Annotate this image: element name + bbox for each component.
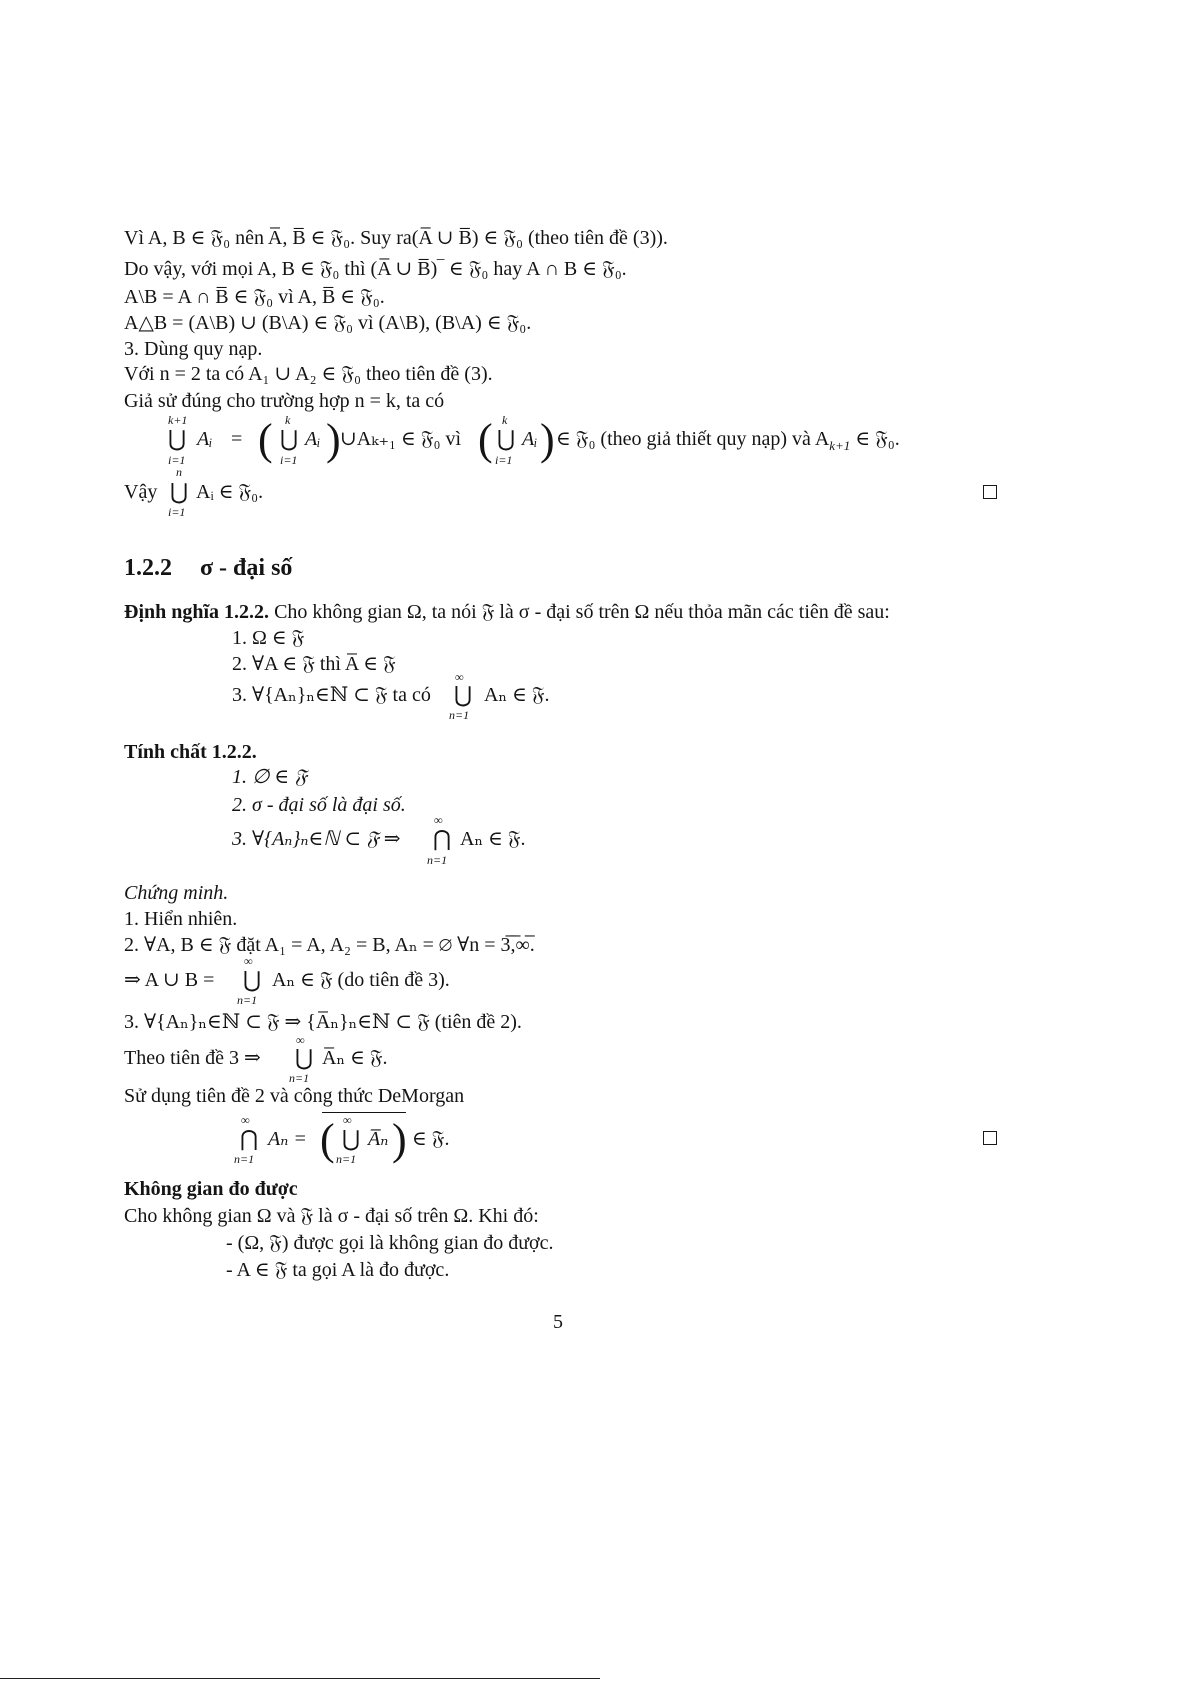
union-upper-inf: ∞ <box>455 670 464 684</box>
definition-item-2: 2. ∀A ∈ 𝔉 thì A̅ ∈ 𝔉 <box>232 653 396 675</box>
union-lower-i1: i=1 <box>168 453 186 467</box>
union-symbol: ⋃ <box>170 479 189 504</box>
left-paren: ( <box>320 1115 335 1164</box>
property-item-3-prefix: 3. ∀{Aₙ}ₙ∈ℕ ⊂ 𝔉 ⇒ <box>232 828 401 850</box>
property-label: Tính chất 1.2.2. <box>124 741 257 763</box>
union-upper-n: n <box>176 465 182 479</box>
proof-line-2: Do vậy, với mọi A, B ∈ 𝔉₀ thì (A̅ ∪ B̅)‾ ∈ 𝔉₀ hay A ∩ B ∈ 𝔉₀. <box>124 258 627 280</box>
left-paren: ( <box>258 415 273 464</box>
proof2-line-6: Sử dụng tiên đề 2 và công thức DeMorgan <box>124 1085 465 1107</box>
union-ak1-text: ∪Aₖ₊₁ ∈ 𝔉₀ vì <box>340 428 462 450</box>
definition-text: Cho không gian Ω, ta nói 𝔉 là σ - đại số trên Ω nếu thỏa mãn các tiên đề sau: <box>274 601 890 623</box>
union-upper-k: k <box>285 413 291 427</box>
proof-line-3: A\B = A ∩ B̅ ∈ 𝔉₀ vì A, B̅ ∈ 𝔉₀. <box>124 286 385 308</box>
union-lower-n1: n=1 <box>336 1152 357 1166</box>
page-number: 5 <box>553 1311 563 1333</box>
definition <box>124 600 890 624</box>
proof2-line-4: 3. ∀{Aₙ}ₙ∈ℕ ⊂ 𝔉 ⇒ {A̅ₙ}ₙ∈ℕ ⊂ 𝔉 (tiên đề 2). <box>124 1011 522 1033</box>
union-upper-inf: ∞ <box>244 954 253 968</box>
measurable-item-2: - A ∈ 𝔉 ta gọi A là đo được. <box>226 1259 450 1281</box>
term-ai: Aᵢ <box>197 428 213 450</box>
property-item-3-suffix: Aₙ ∈ 𝔉. <box>460 828 526 850</box>
right-paren: ) <box>540 415 555 464</box>
union-symbol: ⋃ <box>168 426 187 451</box>
intersection-symbol: ⋂ <box>240 1126 259 1151</box>
right-paren: ) <box>326 415 341 464</box>
measurable-heading: Không gian đo được <box>124 1178 298 1200</box>
union-symbol: ⋃ <box>295 1045 314 1070</box>
union-symbol: ⋃ <box>497 426 516 451</box>
section-title: σ - đại số <box>200 555 293 581</box>
union-symbol: ⋃ <box>280 426 299 451</box>
union-upper-inf: ∞ <box>343 1113 352 1127</box>
complement-an: A̅ₙ <box>368 1128 389 1150</box>
union-upper-inf: ∞ <box>296 1033 305 1047</box>
union-upper-k: k <box>502 413 508 427</box>
proof2-line-3-suffix: Aₙ ∈ 𝔉 (do tiên đề 3). <box>272 969 450 991</box>
induction-rest-text: ∈ 𝔉₀ (theo giả thiết quy nạp) và A <box>556 428 830 450</box>
intersection-upper-inf: ∞ <box>434 813 443 827</box>
union-lower-i1: i=1 <box>168 505 186 519</box>
proof2-line-2: 2. ∀A, B ∈ 𝔉 đặt A₁ = A, A₂ = B, Aₙ = ∅ ∀n = 3̅,̅∞̅. <box>124 934 535 956</box>
union-lower-n1: n=1 <box>449 708 470 722</box>
left-paren: ( <box>478 415 493 464</box>
proof-line-6: Với n = 2 ta có A₁ ∪ A₂ ∈ 𝔉₀ theo tiên đề (3). <box>124 363 493 385</box>
union-upper-k1: k+1 <box>168 413 188 427</box>
proof2-line-3-prefix: ⇒ A ∪ B = <box>124 969 215 991</box>
union-symbol: ⋃ <box>243 967 262 992</box>
intersection-lower-n1: n=1 <box>234 1152 255 1166</box>
measurable-item-1: - (Ω, 𝔉) được gọi là không gian đo được. <box>226 1232 554 1254</box>
conclusion-prefix: Vậy <box>124 481 158 503</box>
union-lower-n1: n=1 <box>289 1071 310 1085</box>
induction-rest <box>556 427 900 458</box>
definition-item-1: 1. Ω ∈ 𝔉 <box>232 627 305 649</box>
property-item-2: 2. σ - đại số là đại số. <box>232 794 406 816</box>
union-symbol: ⋃ <box>454 682 473 707</box>
definition-item-3-prefix: 3. ∀{Aₙ}ₙ∈ℕ ⊂ 𝔉 ta có <box>232 684 431 706</box>
definition-label: Định nghĩa 1.2.2. <box>124 601 270 623</box>
proof-label: Chứng minh. <box>124 882 229 904</box>
intersection-upper-inf: ∞ <box>241 1113 250 1127</box>
term-ai: Aᵢ <box>522 428 538 450</box>
proof2-line-5-suffix: A̅ₙ ∈ 𝔉. <box>322 1047 388 1069</box>
union-symbol: ⋃ <box>342 1126 361 1151</box>
right-paren: ) <box>392 1115 407 1164</box>
section-number: 1.2.2 <box>124 555 172 581</box>
intersection-lower-n1: n=1 <box>427 853 448 867</box>
demorgan-end: ∈ 𝔉. <box>412 1128 450 1150</box>
proof-line-7: Giả sử đúng cho trường hợp n = k, ta có <box>124 390 445 412</box>
demorgan-lhs: Aₙ = <box>268 1128 307 1150</box>
proof2-line-5-prefix: Theo tiên đề 3 ⇒ <box>124 1047 261 1069</box>
proof-line-5: 3. Dùng quy nạp. <box>124 338 263 360</box>
qed-square <box>983 485 997 499</box>
definition-item-3-suffix: Aₙ ∈ 𝔉. <box>484 684 550 706</box>
footer-rule <box>0 1678 600 1679</box>
conclusion-rest: Aᵢ ∈ 𝔉₀. <box>196 481 264 503</box>
section-heading <box>124 554 292 582</box>
union-lower-i1: i=1 <box>495 453 513 467</box>
measurable-text: Cho không gian Ω và 𝔉 là σ - đại số trên Ω. Khi đó: <box>124 1205 539 1227</box>
induction-sub: k+1 <box>829 438 851 453</box>
induction-end: ∈ 𝔉₀. <box>855 428 900 450</box>
complement-overline <box>322 1112 406 1113</box>
equals-sign: = <box>231 428 243 450</box>
property-item-1: 1. ∅ ∈ 𝔉 <box>232 766 307 788</box>
proof-line-1: Vì A, B ∈ 𝔉₀ nên A̅, B̅ ∈ 𝔉₀. Suy ra(A̅ ∪ B̅) ∈ 𝔉₀ (theo tiên đề (3)). <box>124 227 668 249</box>
union-lower-i1: i=1 <box>280 453 298 467</box>
proof-line-4: A△B = (A\B) ∪ (B\A) ∈ 𝔉₀ vì (A\B), (B\A) ∈ 𝔉₀. <box>124 312 532 334</box>
union-lower-n1: n=1 <box>237 993 258 1007</box>
intersection-symbol: ⋂ <box>433 826 452 851</box>
qed-square <box>983 1131 997 1145</box>
term-ai: Aᵢ <box>305 428 321 450</box>
proof2-line-1: 1. Hiển nhiên. <box>124 908 238 930</box>
